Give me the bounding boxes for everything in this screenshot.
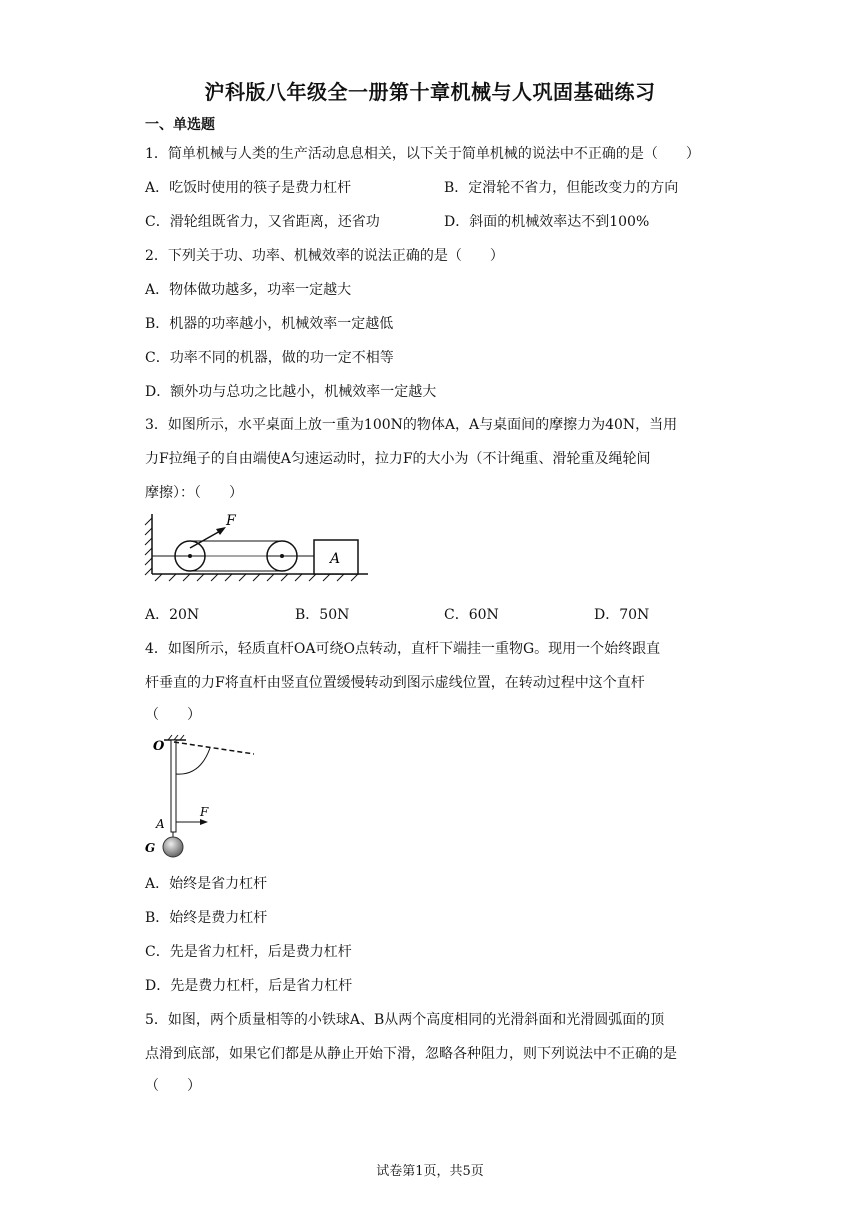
section-heading: 一、单选题 [145, 117, 215, 133]
q4-stem-line1: 4．如图所示，轻质直杆OA可绕O点转动，直杆下端挂一重物G。现用一个始终跟直 [145, 641, 661, 657]
force-label-f: F [226, 513, 236, 529]
block-label-a: A [330, 551, 341, 567]
q2-option-c: C．功率不同的机器，做的功一定不相等 [145, 350, 394, 366]
q1-stem: 1．简单机械与人类的生产活动息息相关，以下关于简单机械的说法中不正确的是（ ） [145, 146, 700, 162]
q4-stem-line3: （ ） [145, 707, 201, 723]
page-footer: 试卷第1页，共5页 [376, 1164, 484, 1179]
q1-option-c: C．滑轮组既省力，又省距离，还省功 [145, 214, 380, 230]
weight-label-g: G [145, 841, 156, 855]
q2-option-b: B．机器的功率越小，机械效率一定越低 [145, 316, 394, 332]
pulley-figure [142, 508, 372, 590]
q2-option-a: A．物体做功越多，功率一定越大 [145, 282, 352, 298]
q4-stem-line2: 杆垂直的力F将直杆由竖直位置缓慢转动到图示虚线位置，在转动过程中这个直杆 [145, 675, 645, 691]
q3-option-c: C．60N [444, 607, 499, 623]
q3-stem-line1: 3．如图所示，水平桌面上放一重为100N的物体A，A与桌面间的摩擦力为40N，当用 [145, 417, 678, 433]
q1-option-d: D．斜面的机械效率达不到100% [444, 214, 650, 230]
q3-stem-line3: 摩擦）：（ ） [145, 485, 243, 501]
q5-stem-line1: 5．如图，两个质量相等的小铁球A、B从两个高度相同的光滑斜面和光滑圆弧面的顶 [145, 1012, 665, 1028]
q3-option-a: A．20N [145, 607, 200, 623]
page-title: 沪科版八年级全一册第十章机械与人巩固基础练习 [204, 80, 656, 104]
q1-option-a: A．吃饭时使用的筷子是费力杠杆 [145, 180, 352, 196]
q4-option-a: A．始终是省力杠杆 [145, 876, 268, 892]
q4-option-c: C．先是省力杠杆，后是费力杠杆 [145, 944, 352, 960]
q2-option-d: D．额外功与总功之比越小，机械效率一定越大 [145, 384, 437, 400]
force-label-f: F [200, 805, 209, 819]
lever-figure [142, 732, 262, 860]
point-label-a: A [156, 817, 165, 831]
q4-option-d: D．先是费力杠杆，后是省力杠杆 [145, 978, 353, 994]
q4-option-b: B．始终是费力杠杆 [145, 910, 268, 926]
q3-stem-line2: 力F拉绳子的自由端使A匀速运动时，拉力F的大小为（不计绳重、滑轮重及绳轮间 [145, 451, 651, 467]
q2-stem: 2．下列关于功、功率、机械效率的说法正确的是（ ） [145, 248, 504, 264]
pivot-label-o: O [153, 739, 165, 754]
q5-stem-line3: （ ） [145, 1078, 201, 1094]
q5-stem-line2: 点滑到底部，如果它们都是从静止开始下滑，忽略各种阻力，则下列说法中不正确的是 [145, 1046, 677, 1062]
q3-option-d: D．70N [594, 607, 650, 623]
q3-option-b: B．50N [295, 607, 350, 623]
q1-option-b: B．定滑轮不省力，但能改变力的方向 [444, 180, 679, 196]
